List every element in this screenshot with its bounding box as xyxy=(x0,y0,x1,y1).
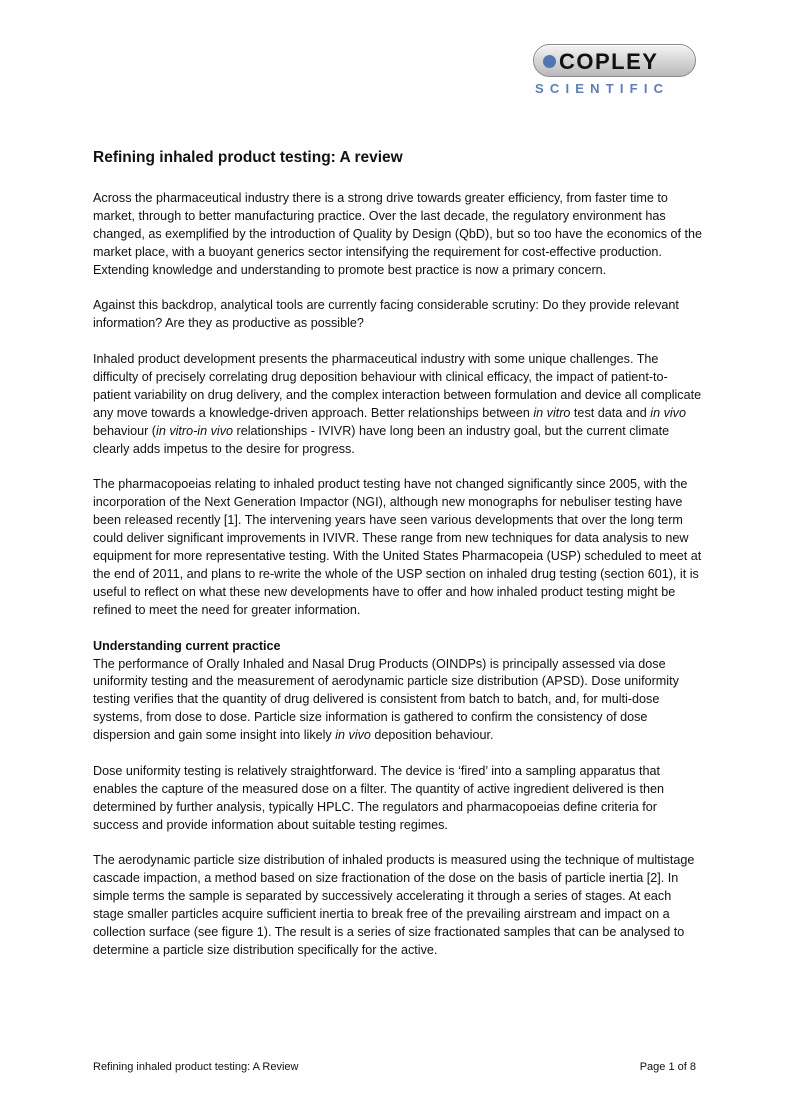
text-run: deposition behaviour. xyxy=(370,728,494,743)
footer-title: Refining inhaled product testing: A Review xyxy=(93,1061,299,1073)
logo-sub-text: SCIENTIFIC xyxy=(535,81,670,96)
italic-in-vitro-in-vivo: in vitro-in vivo xyxy=(156,423,233,438)
document-body xyxy=(93,148,703,978)
paragraph-performance xyxy=(93,656,703,746)
text-run: behaviour ( xyxy=(93,423,157,438)
copley-scientific-logo xyxy=(533,44,698,104)
text-run: The performance of Orally Inhaled and Nasal Drug Products (OINDPs) is principally assessed via dose uniformity testing and the measurement of aerodynamic particle size distribution (APSD). Dose uniformity testing verifies that the quantity of drug delivered is consistent from batch to batch, and, for multi-dose systems, from dose to dose. Particle size information is gathered to confirm the consistency of dose dispersion and gain some insight into likely xyxy=(93,656,679,743)
paragraph-challenges xyxy=(93,351,703,458)
page-title: Refining inhaled product testing: A review xyxy=(93,149,403,166)
italic-in-vitro: in vitro xyxy=(533,405,571,420)
paragraph-intro: Across the pharmaceutical industry there is a strong drive towards greater efficiency, from faster time to market, through to better manufacturing practice. Over the last decade, the regulatory environment has changed, as exemplified by the introduction of Quality by Design (QbD), but so too have the economics of the market place, with a buoyant generics sector intensifying the requirement for cost-effective production. Extending knowledge and understanding to promote best practice is now a primary concern. xyxy=(93,191,703,277)
section-heading-current-practice: Understanding current practice xyxy=(93,638,281,653)
paragraph-dose-uniformity: Dose uniformity testing is relatively straightforward. The device is ‘fired’ into a sampling apparatus that enables the capture of the measured dose on a filter. The quantity of active ingredient delivered is then determined by further analysis, typically HPLC. The regulators and pharmacopoeias define criteria for success and provide information about suitable testing regimes. xyxy=(93,763,665,832)
italic-in-vivo: in vivo xyxy=(335,728,371,743)
text-run: test data and xyxy=(570,405,651,420)
logo-dot-icon xyxy=(543,55,556,68)
paragraph-backdrop: Against this backdrop, analytical tools are currently facing considerable scrutiny: Do they provide relevant information? Are they as productive as possible? xyxy=(93,298,679,331)
paragraph-pharmacopoeias: The pharmacopoeias relating to inhaled product testing have not changed significantly since 2005, with the incorporation of the Next Generation Impactor (NGI), although new monographs for nebuliser testing have been released recently [1]. The intervening years have seen various developments that over the long term could deliver significant improvements in IVIVR. These range from new techniques for data analysis to new equipment for more representative testing. With the United States Pharmacopeia (USP) scheduled to meet at the end of 2011, and plans to re-write the whole of the USP section on inhaled drug testing (section 601), it is useful to reflect on what these new developments have to offer and how inhaled product testing might be refined to meet the need for greater information. xyxy=(93,477,702,617)
paragraph-apsd: The aerodynamic particle size distribution of inhaled products is measured using the technique of multistage cascade impaction, a method based on size fractionation of the dose on the basis of particle inertia [2]. In simple terms the sample is separated by successively accelerating it through a series of stages. At each stage smaller particles acquire sufficient inertia to break free of the prevailing airstream and impact on a collection surface (see figure 1). The result is a series of size fractionated samples that can be analysed to determine a particle size distribution specifically for the active. xyxy=(93,853,695,957)
text-run: Inhaled product development presents the pharmaceutical industry with some unique challenges. The difficulty of precisely correlating drug deposition behaviour with clinical efficacy, the impact of patient-to-patient variability on drug delivery, and the complex interaction between formulation and device all complicate any move towards a knowledge-driven approach. Better relationships between xyxy=(93,352,702,420)
italic-in-vivo: in vivo xyxy=(650,405,686,420)
text-run: relationships - IVIVR) have long been an industry goal, but the current climate clearly adds impetus to the desire for progress. xyxy=(93,423,670,456)
logo-brand-text: COPLEY xyxy=(559,49,659,74)
page-number: Page 1 of 8 xyxy=(639,1061,696,1073)
logo-badge xyxy=(533,44,696,77)
